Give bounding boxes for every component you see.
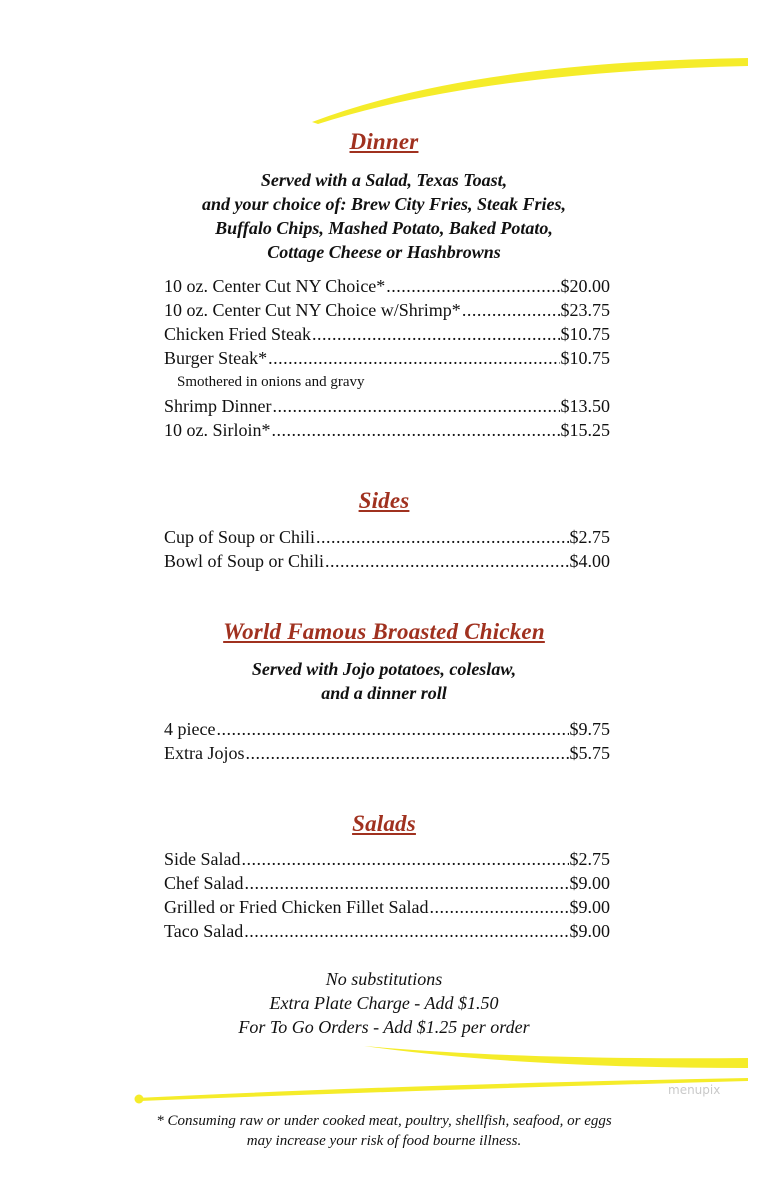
item-price: $4.00 xyxy=(569,551,610,571)
dinner-items xyxy=(164,274,610,442)
item-price: $9.00 xyxy=(569,897,610,917)
item-price: $10.75 xyxy=(560,324,610,344)
menu-item xyxy=(164,298,610,322)
item-name: 10 oz. Center Cut NY Choice w/Shrimp* xyxy=(164,300,461,320)
dot-leader xyxy=(273,394,560,418)
item-price: $15.25 xyxy=(560,420,610,440)
top-swoosh xyxy=(312,58,748,124)
bottom-swoosh xyxy=(136,1078,748,1101)
item-name: Burger Steak* xyxy=(164,348,268,368)
dot-leader xyxy=(429,895,568,919)
item-name: Shrimp Dinner xyxy=(164,396,272,416)
salads-title: Salads xyxy=(352,811,416,836)
menu-item xyxy=(164,274,610,298)
dot-leader xyxy=(216,717,568,741)
disclaimer-line: may increase your risk of food bourne illness. xyxy=(246,1133,522,1149)
menu-item xyxy=(164,346,610,370)
menu-item xyxy=(164,871,610,895)
item-name: 4 piece xyxy=(164,719,216,739)
dot-leader xyxy=(268,346,559,370)
item-name: Side Salad xyxy=(164,849,241,869)
item-price: $5.75 xyxy=(569,743,610,763)
dot-leader xyxy=(325,549,568,573)
dinner-title: Dinner xyxy=(349,129,419,154)
menu-item xyxy=(164,895,610,919)
item-price: $9.00 xyxy=(569,921,610,941)
item-name: 10 oz. Center Cut NY Choice* xyxy=(164,276,386,296)
menu-item xyxy=(164,919,610,943)
chicken-subtitle-line: Served with Jojo potatoes, coleslaw, xyxy=(251,659,517,679)
item-price: $2.75 xyxy=(569,849,610,869)
item-price: $23.75 xyxy=(560,300,610,320)
order-note-line: Extra Plate Charge - Add $1.50 xyxy=(269,993,499,1013)
item-price: $10.75 xyxy=(560,348,610,368)
menu-item xyxy=(164,741,610,765)
menu-item xyxy=(164,418,610,442)
item-note: Smothered in onions and gravy xyxy=(177,374,365,390)
dot-leader xyxy=(272,418,560,442)
item-price: $9.00 xyxy=(569,873,610,893)
item-price: $13.50 xyxy=(560,396,610,416)
item-name: Cup of Soup or Chili xyxy=(164,527,316,547)
lower-swoosh xyxy=(364,1046,748,1068)
salads-items xyxy=(164,847,610,943)
menu-item xyxy=(164,525,610,549)
item-name: 10 oz. Sirloin* xyxy=(164,420,271,440)
item-name: Chicken Fried Steak xyxy=(164,324,311,344)
item-name: Grilled or Fried Chicken Fillet Salad xyxy=(164,897,429,917)
dinner-subtitle xyxy=(0,168,768,264)
dinner-subtitle-line: Served with a Salad, Texas Toast, xyxy=(260,170,508,190)
chicken-items xyxy=(164,717,610,765)
item-name: Taco Salad xyxy=(164,921,244,941)
chicken-title: World Famous Broasted Chicken xyxy=(223,619,545,644)
item-price: $20.00 xyxy=(560,276,610,296)
chicken-subtitle xyxy=(0,657,768,705)
dinner-subtitle-line: Cottage Cheese or Hashbrowns xyxy=(267,242,501,262)
menu-item xyxy=(164,717,610,741)
food-safety-disclaimer xyxy=(0,1111,768,1151)
dinner-subtitle-line: and your choice of: Brew City Fries, Steak Fries, xyxy=(202,194,566,214)
dot-leader xyxy=(242,847,569,871)
dot-leader xyxy=(246,741,569,765)
disclaimer-line: * Consuming raw or under cooked meat, poultry, shellfish, seafood, or eggs xyxy=(156,1113,612,1129)
menu-item xyxy=(164,549,610,573)
order-note-line: No substitutions xyxy=(325,969,443,989)
menu-item xyxy=(164,322,610,346)
dinner-subtitle-line: Buffalo Chips, Mashed Potato, Baked Potato, xyxy=(215,218,553,238)
item-price: $9.75 xyxy=(569,719,610,739)
dot-leader xyxy=(386,274,559,298)
item-name: Chef Salad xyxy=(164,873,244,893)
item-price: $2.75 xyxy=(569,527,610,547)
dot-leader xyxy=(462,298,560,322)
watermark: menupix xyxy=(668,1083,721,1097)
sides-title: Sides xyxy=(358,488,410,513)
sides-items xyxy=(164,525,610,573)
order-note-line: For To Go Orders - Add $1.25 per order xyxy=(238,1017,530,1037)
item-name: Bowl of Soup or Chili xyxy=(164,551,325,571)
order-notes xyxy=(0,967,768,1039)
bottom-swoosh-dot xyxy=(135,1095,144,1104)
dot-leader xyxy=(316,525,568,549)
item-name: Extra Jojos xyxy=(164,743,245,763)
chicken-subtitle-line: and a dinner roll xyxy=(321,683,447,703)
dot-leader xyxy=(244,919,568,943)
menu-item xyxy=(164,394,610,418)
dot-leader xyxy=(244,871,568,895)
dot-leader xyxy=(312,322,560,346)
menu-item xyxy=(164,847,610,871)
